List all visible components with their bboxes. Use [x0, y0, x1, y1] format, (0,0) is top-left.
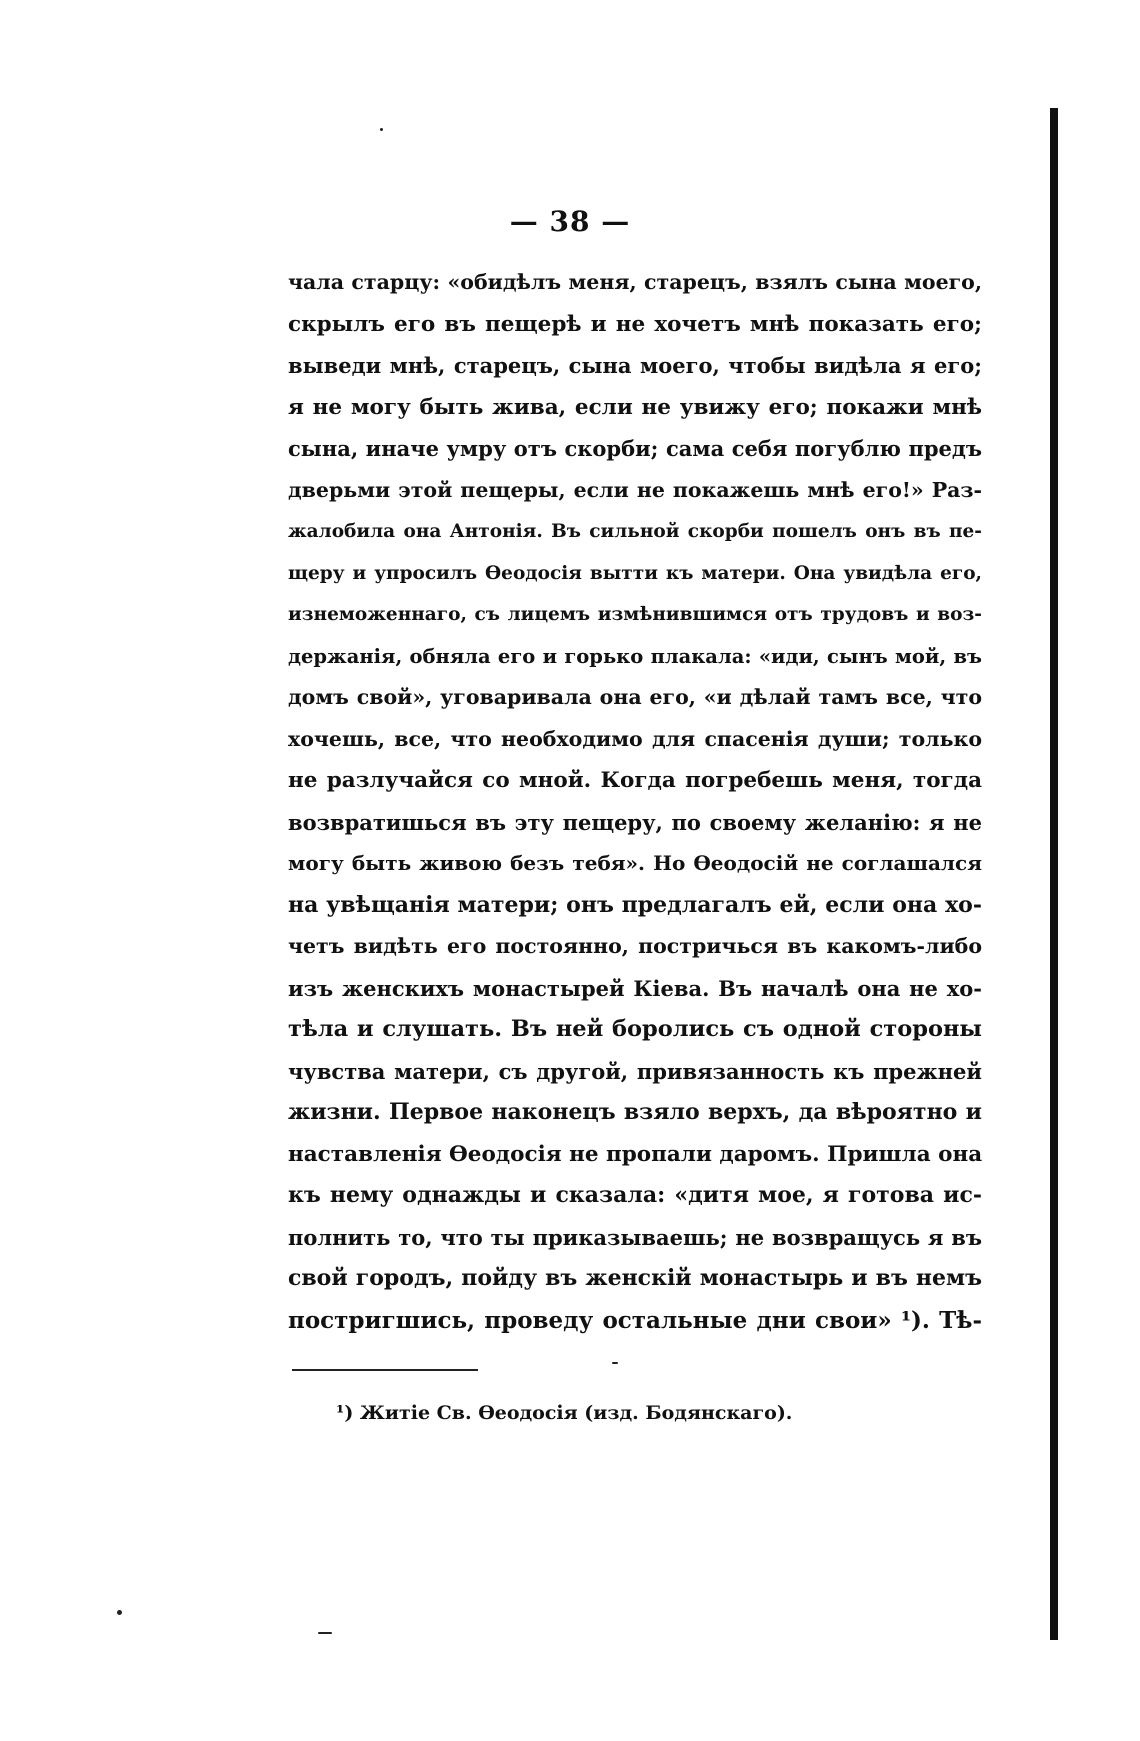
text-line: жалобила она Антонія. Въ сильной скорби пошелъ онъ въ пе-	[288, 521, 982, 542]
footnote: ¹) Житіе Св. Өеодосія (изд. Бодянскаго).	[336, 1402, 793, 1424]
scan-speck	[380, 128, 383, 131]
text-line: постригшись, проведу остальные дни свои» ¹). Тѣ-	[288, 1306, 982, 1334]
text-line: на увѣщанія матери; онъ предлагалъ ей, если она хо-	[288, 891, 982, 918]
text-line: изнеможеннаго, съ лицемъ измѣнившимся отъ трудовъ и воз-	[288, 604, 982, 625]
text-line: возвратишься въ эту пещеру, по своему желанію: я не	[288, 809, 982, 835]
text-line: могу быть живою безъ тебя». Но Өеодосій не соглашался	[288, 851, 982, 875]
text-line: къ нему однажды и сказала: «дитя мое, я готова ис-	[288, 1182, 982, 1208]
text-line: четъ видѣть его постоянно, постричься въ какомъ-либо	[288, 934, 982, 958]
text-line: домъ свой», уговаривала она его, «и дѣлай тамъ все, что	[288, 685, 982, 709]
text-line: я не могу быть жива, если не увижу его; покажи мнѣ	[288, 394, 982, 420]
text-line: чувства матери, съ другой, привязанность къ прежней	[288, 1058, 982, 1084]
scan-edge-rule	[1050, 108, 1058, 1640]
text-line: наставленія Өеодосія не пропали даромъ. Пришла она	[288, 1141, 982, 1167]
scan-speck	[117, 1610, 122, 1615]
footnote-divider	[292, 1369, 478, 1371]
text-line: сына, иначе умру отъ скорби; сама себя погублю предъ	[288, 436, 982, 461]
text-line: тѣла и слушать. Въ ней боролись съ одной стороны	[288, 1016, 982, 1042]
page-number: — 38 —	[509, 205, 631, 238]
text-line: хочешь, все, что необходимо для спасенія души; только	[288, 726, 982, 751]
text-line: жизни. Первое наконецъ взяло верхъ, да вѣроятно и	[288, 1099, 982, 1125]
text-line: скрылъ его въ пещерѣ и не хочетъ мнѣ показать его;	[288, 311, 982, 337]
text-line: держанія, обняла его и горько плакала: «иди, сынъ мой, въ	[288, 644, 982, 668]
text-line: выведи мнѣ, старецъ, сына моего, чтобы видѣла я его;	[288, 353, 982, 378]
text-line: полнить то, что ты приказываешь; не возвращусь я въ	[288, 1224, 982, 1250]
scan-speck	[318, 1632, 332, 1634]
text-line: щеру и упросилъ Өеодосія вытти къ матери. Она увидѣла его,	[288, 562, 982, 584]
text-line: не разлучайся со мной. Когда погребешь меня, тогда	[288, 768, 982, 793]
text-line: свой городъ, пойду въ женскій монастырь и въ немъ	[288, 1265, 982, 1291]
text-line: чала старцу: «обидѣлъ меня, старецъ, взялъ сына моего,	[288, 270, 982, 294]
scan-speck	[612, 1362, 618, 1364]
text-line: изъ женскихъ монастырей Кіева. Въ началѣ она не хо-	[288, 975, 982, 1001]
text-line: дверьми этой пещеры, если не покажешь мнѣ его!» Раз-	[288, 477, 982, 502]
body-text	[288, 262, 982, 1341]
